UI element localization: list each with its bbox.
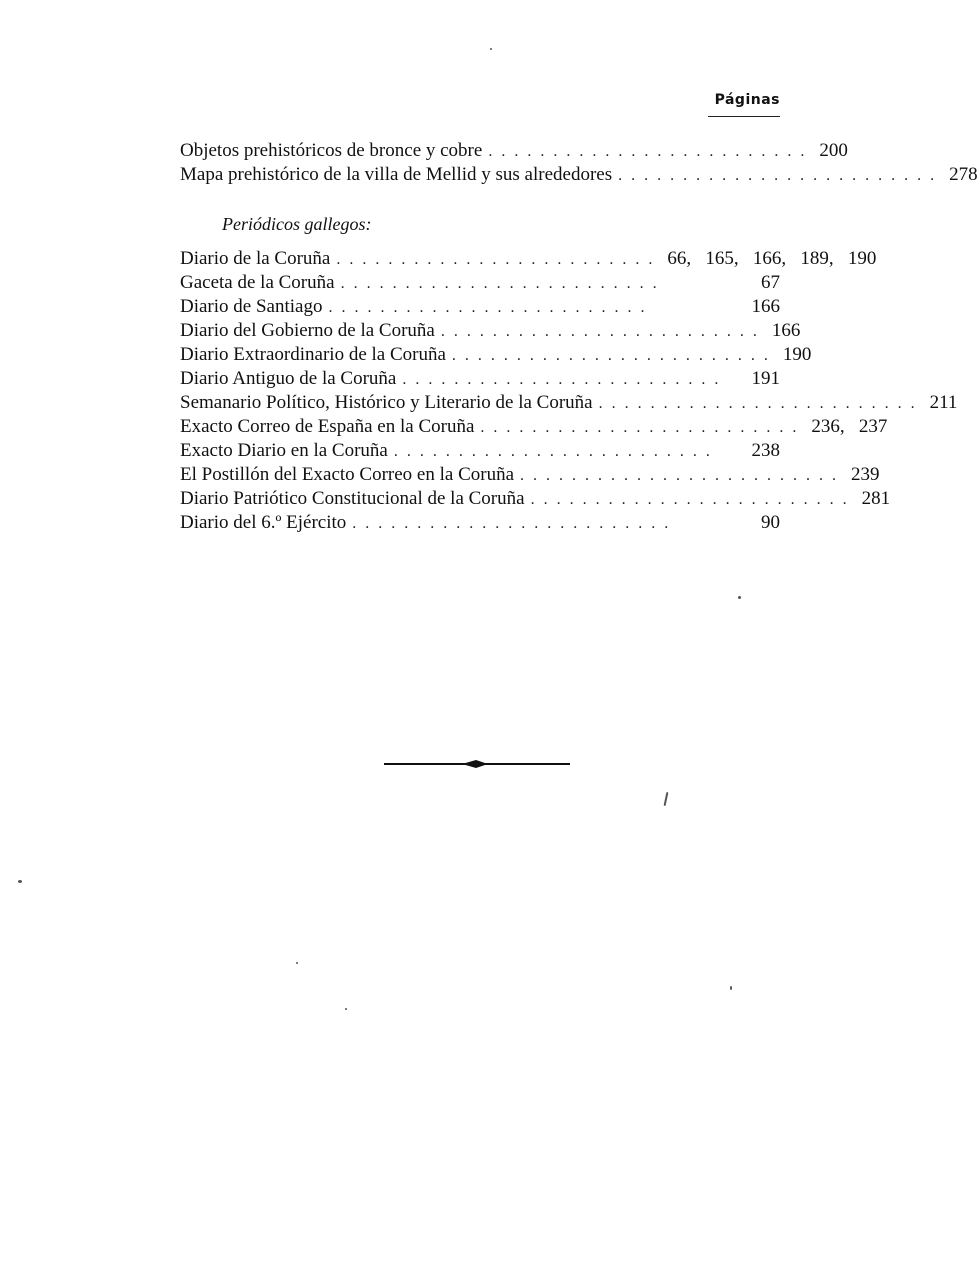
paper-speck: [730, 986, 732, 990]
entry-title: Semanario Político, Histórico y Literario de la Coruña: [180, 392, 593, 413]
list-item: [180, 440, 780, 464]
entry-title: Diario Antiguo de la Coruña: [180, 368, 397, 389]
dot-leader: .........................: [340, 275, 666, 292]
entry-pages: 66, 165, 166, 189, 190: [667, 248, 877, 269]
list-item: [180, 488, 891, 512]
paper-speck: [18, 880, 22, 883]
entry-title: Diario Patriótico Constitucional de la Coruña: [180, 488, 525, 509]
entry-title: Diario de la Coruña: [180, 248, 331, 269]
end-ornament: [384, 756, 570, 772]
entry-title: Gaceta de la Coruña: [180, 272, 335, 293]
entry-pages: 236, 237: [811, 416, 888, 437]
paper-speck: [490, 48, 492, 50]
entry-title: Mapa prehistórico de la villa de Mellid y sus alrededores: [180, 164, 613, 185]
entry-pages: 190: [782, 344, 812, 365]
paper-speck: [664, 792, 669, 806]
entry-title: El Postillón del Exacto Correo en la Coruña: [180, 464, 515, 485]
entry-pages: 238: [751, 440, 780, 461]
entry-pages: 278: [949, 164, 978, 185]
illustrations-list: [180, 140, 978, 188]
entry-pages: 200: [819, 140, 848, 161]
list-item: [180, 164, 978, 188]
entry-pages: 166: [751, 296, 780, 317]
pages-column-header: Páginas: [714, 92, 780, 108]
paper-speck: [296, 962, 298, 964]
entry-pages: 281: [861, 488, 891, 509]
dot-leader: .........................: [328, 299, 654, 316]
list-item: [180, 512, 780, 536]
list-item: [180, 320, 801, 344]
entry-title: Exacto Diario en la Coruña: [180, 440, 388, 461]
dot-leader: .........................: [402, 371, 728, 388]
entry-pages: 211: [929, 392, 958, 413]
dot-leader: .........................: [618, 167, 944, 184]
entry-title: Objetos prehistóricos de bronce y cobre: [180, 140, 483, 161]
entry-pages: 239: [851, 464, 880, 485]
list-item: [180, 272, 780, 296]
list-item: [180, 248, 877, 272]
paper-speck: [345, 1008, 347, 1010]
dot-leader: .........................: [530, 491, 856, 508]
dot-leader: .........................: [520, 467, 846, 484]
dot-leader: .........................: [336, 251, 662, 268]
dot-leader: .........................: [598, 395, 924, 412]
entry-pages: 90: [761, 512, 780, 533]
list-item: [180, 344, 812, 368]
entry-title: Diario de Santiago: [180, 296, 323, 317]
entry-title: Diario del 6.º Ejército: [180, 512, 347, 533]
entry-title: Exacto Correo de España en la Coruña: [180, 416, 475, 437]
section-heading: Periódicos gallegos:: [222, 214, 372, 234]
dot-leader: .........................: [451, 347, 777, 364]
periodicals-list: [180, 248, 958, 536]
list-item: [180, 464, 880, 488]
list-item: [180, 368, 780, 392]
list-item: [180, 416, 888, 440]
entry-title: Diario del Gobierno de la Coruña: [180, 320, 435, 341]
list-item: [180, 140, 848, 164]
paper-speck: [738, 596, 741, 599]
dot-leader: .........................: [352, 515, 678, 532]
entry-title: Diario Extraordinario de la Coruña: [180, 344, 446, 365]
dot-leader: .........................: [488, 143, 814, 160]
entry-pages: 166: [771, 320, 801, 341]
list-item: [180, 392, 958, 416]
header-rule: [708, 116, 780, 117]
list-item: [180, 296, 780, 320]
dot-leader: .........................: [393, 443, 719, 460]
entry-pages: 67: [761, 272, 780, 293]
dot-leader: .........................: [480, 419, 806, 436]
entry-pages: 191: [751, 368, 780, 389]
dot-leader: .........................: [440, 323, 766, 340]
